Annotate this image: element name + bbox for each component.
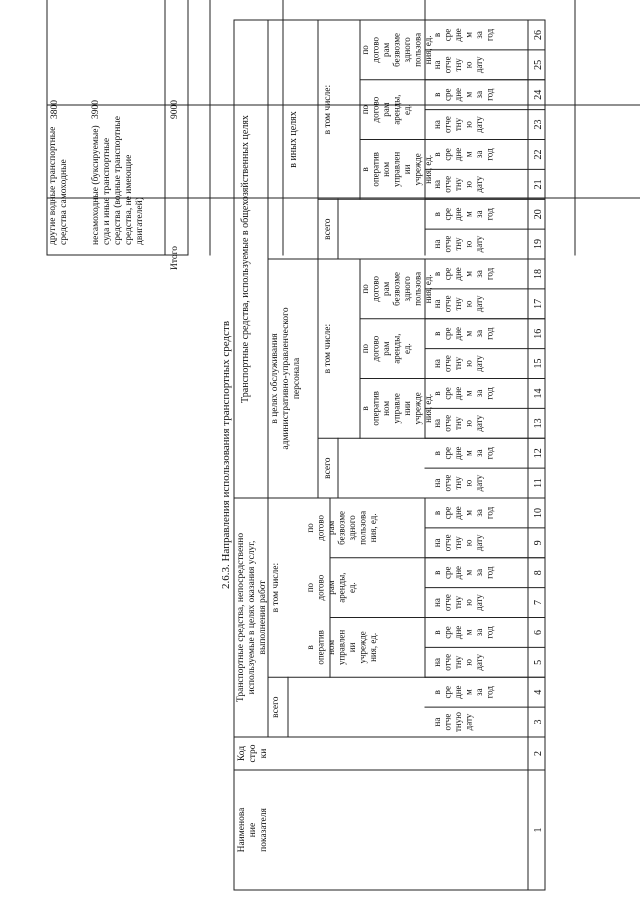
header-period-average: всреднемзагод — [432, 685, 495, 699]
header-sub-other: в иных целях — [288, 111, 299, 168]
column-number: 23 — [533, 119, 544, 130]
header-lease: подоговорамаренды,ед. — [305, 572, 357, 603]
header-period-start: наотчетнуюдату — [432, 295, 484, 313]
header-period-average: всреднемзагод — [432, 147, 495, 162]
column-number: 11 — [533, 478, 544, 488]
header-total: всего — [271, 696, 281, 718]
column-number: 5 — [533, 659, 544, 665]
header-period-start: наотчетнуюдату — [432, 175, 484, 193]
header-period-average: всреднемзагод — [432, 207, 495, 221]
header-operational-management: воперативномуправленииучреждения, ед. — [305, 629, 378, 666]
column-number: 8 — [533, 570, 544, 576]
column-number: 3 — [533, 719, 544, 725]
row-name: Итого — [170, 246, 180, 271]
row-code: 9000 — [170, 100, 180, 119]
header-lease: подоговорамаренды,ед. — [360, 333, 412, 364]
column-number: 26 — [533, 29, 544, 40]
header-period-start: наотчетнуюдату — [432, 534, 484, 552]
header-period-start: наотчетнуюдату — [432, 712, 474, 733]
header-period-start: наотчетнуюдату — [432, 653, 484, 671]
column-number: 15 — [533, 358, 544, 369]
column-number: 21 — [533, 179, 544, 190]
column-number: 24 — [533, 89, 544, 100]
header-period-average: всреднемзагод — [432, 506, 495, 520]
column-number: 17 — [533, 298, 544, 309]
column-number: 16 — [533, 328, 544, 339]
header-period-average: всреднемзагод — [432, 386, 495, 401]
row-code: 3900 — [91, 100, 101, 119]
header-period-average: всреднемзагод — [432, 625, 495, 640]
section-caption: 2.6.3. Направления использования транспортных средств — [220, 320, 232, 590]
column-number: 10 — [533, 507, 544, 518]
header-including: в том числе: — [271, 562, 281, 613]
header-free-use: подоговорамбезвозмездногопользования, ед. — [360, 32, 433, 67]
row-code: 3800 — [50, 100, 60, 119]
header-indicator-name: Наименованиепоказателя — [237, 807, 269, 853]
row-name: другие водные транспортныесредства самоходные — [48, 126, 69, 245]
header-period-start: наотчетнуюдату — [432, 355, 484, 372]
column-number: 22 — [533, 149, 544, 160]
column-number: 19 — [533, 239, 544, 250]
header-including: в том числе: — [323, 323, 333, 374]
header-total: всего — [323, 218, 333, 240]
header-operational-management: воперативномуправленииучреждения, ед. — [360, 391, 433, 426]
header-period-average: всреднемзагод — [432, 446, 495, 460]
header-free-use: подоговорамбезвозмездногопользования, ед. — [360, 271, 433, 306]
header-period-start: наотчетнуюдату — [432, 474, 484, 492]
column-number: 13 — [533, 418, 544, 429]
header-total: всего — [323, 457, 333, 479]
header-period-average: всреднемзагод — [432, 566, 495, 580]
column-number: 20 — [533, 209, 544, 220]
column-number: 1 — [533, 827, 544, 833]
column-number: 14 — [533, 388, 544, 399]
header-free-use: подоговорамбезвозмездногопользования, ед. — [305, 510, 378, 545]
header-period-average: всреднемзагод — [432, 88, 495, 102]
header-period-start: наотчетнуюдату — [432, 116, 484, 133]
header-row-code: Кодстроки — [237, 744, 269, 763]
header-period-start: наотчетнуюдату — [432, 414, 484, 432]
header-period-average: всреднемзагод — [432, 327, 495, 341]
page-content — [47, 0, 640, 890]
column-number: 2 — [533, 751, 544, 756]
column-number: 7 — [533, 600, 544, 606]
header-period-start: наотчетнуюдату — [432, 235, 484, 253]
header-group-direct: Транспортные средства, непосредственноиспользуемые в целях оказания услуг,выполнения работ — [236, 532, 268, 703]
header-sub-admin: в целях обслуживанияадминистративно-управленческогоперсонала — [270, 307, 302, 450]
row-name: несамоходные (буксируемые)суда и иные транспортныесредства (водные транспортныесредства, не имеющиедвигателей) — [91, 116, 145, 245]
column-number: 6 — [533, 629, 544, 635]
column-number: 9 — [533, 540, 544, 546]
header-period-start: наотчетнуюдату — [432, 594, 484, 611]
header-group-general: Транспортные средства, используемые в общехозяйственных целях — [240, 115, 251, 403]
header-period-average: всреднемзагод — [432, 267, 495, 281]
column-number: 4 — [533, 689, 544, 695]
column-number: 25 — [533, 59, 544, 70]
header-period-start: наотчетнуюдату — [432, 56, 484, 74]
header-lease: подоговорамаренды,ед. — [360, 94, 412, 125]
header-including: в том числе: — [323, 84, 333, 135]
column-number: 18 — [533, 268, 544, 279]
column-number: 12 — [533, 448, 544, 459]
header-period-average: всреднемзагод — [432, 28, 495, 42]
header-operational-management: воперативномуправленииучреждения, ед. — [360, 151, 433, 188]
